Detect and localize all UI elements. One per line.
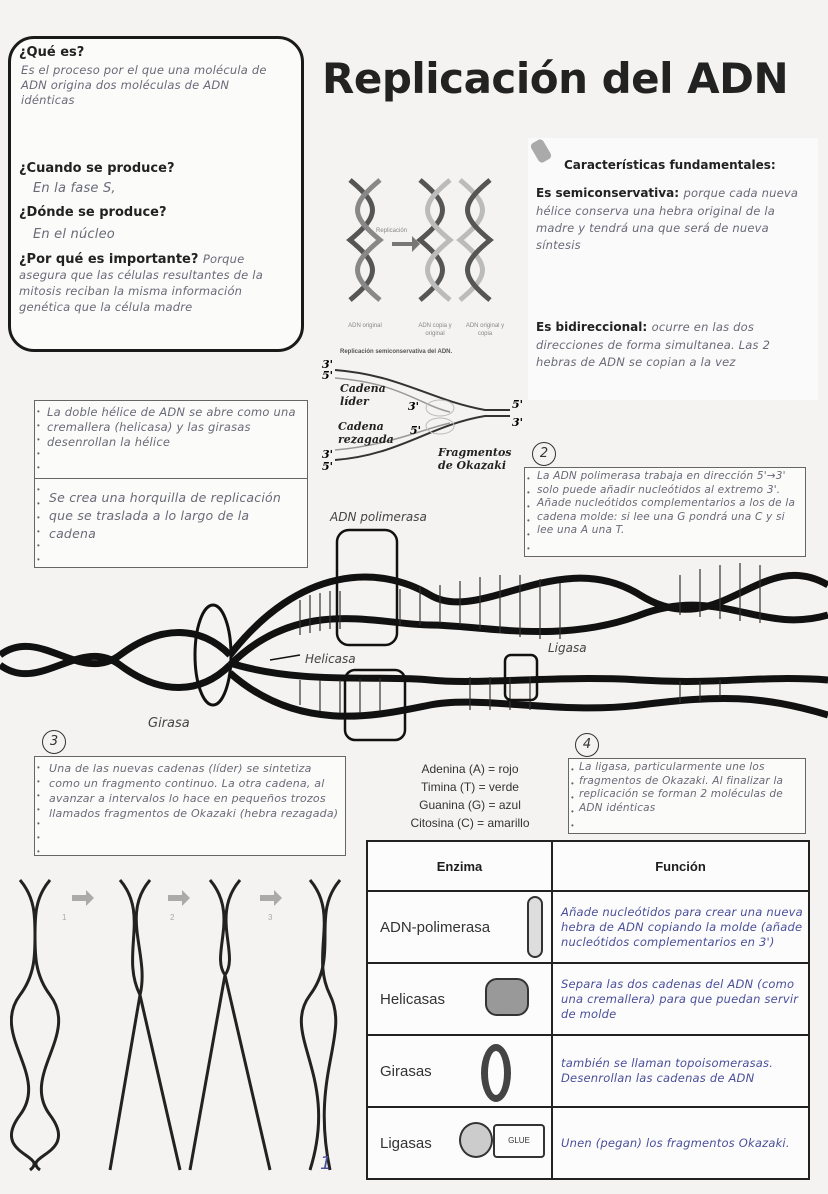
note-box-1b: • • • • • • Se crea una horquilla de replicación que se traslada a lo largo de la cadena bbox=[34, 478, 308, 568]
polimerasa-character-icon bbox=[527, 896, 543, 958]
characteristic-text: porque cada nueva hélice conserva una hebra original de la madre y tendrá una que será de nueva síntesis bbox=[536, 186, 799, 252]
page-title: Replicación del ADN bbox=[322, 54, 789, 103]
answer-where: En el núcleo bbox=[33, 227, 115, 242]
enzyme-label: ADN-polimerasa bbox=[380, 918, 491, 936]
arrow-icon bbox=[260, 890, 282, 906]
enzyme-label: Helicasas bbox=[380, 990, 446, 1008]
question-bubble bbox=[8, 36, 304, 352]
leading-strand-label: Cadena líder bbox=[340, 382, 386, 408]
enzyme-table bbox=[366, 840, 810, 1180]
enzyme-name bbox=[367, 963, 552, 1035]
lagging-strand-label: Cadena rezagada bbox=[338, 420, 394, 446]
prime-label: 3' bbox=[408, 400, 420, 413]
question-what: ¿Qué es? bbox=[19, 45, 85, 60]
prime-label: 3' bbox=[512, 416, 524, 429]
table-row bbox=[367, 1035, 809, 1107]
table-row bbox=[367, 963, 809, 1035]
note-text: La doble hélice de ADN se abre como una cremallera (helicasa) y las girasas desenrollan la hélice bbox=[47, 405, 296, 449]
legend-item: Citosina (C) = amarillo bbox=[410, 816, 530, 830]
enzyme-label: Ligasas bbox=[380, 1134, 432, 1152]
table-row bbox=[367, 891, 809, 963]
prime-label: 3' bbox=[322, 358, 334, 371]
page-number: 1 bbox=[320, 1153, 332, 1174]
prime-label: 5' bbox=[322, 369, 334, 382]
step-number: 4 bbox=[575, 733, 599, 757]
enzyme-function: Añade nucleótidos para crear una nueva hebra de ADN copiando la molde (añade nucleótidos complementarios en 3') bbox=[552, 891, 809, 963]
helicasa-character-icon bbox=[485, 978, 529, 1016]
characteristic-text: ocurre en las dos direcciones de forma simultanea. Las 2 hebras de ADN se copian a la vez bbox=[536, 320, 771, 369]
polimerasa-shape bbox=[337, 530, 397, 645]
characteristic-item bbox=[536, 318, 806, 370]
label-original: ADN original bbox=[348, 323, 382, 329]
prime-label: 5' bbox=[512, 398, 524, 411]
importance bbox=[19, 251, 291, 315]
table-header-row bbox=[367, 841, 809, 891]
label-copy-original: ADN copia y original bbox=[418, 323, 452, 337]
glue-icon: GLUE bbox=[493, 1124, 545, 1158]
enzyme-function: Separa las dos cadenas del ADN (como una cremallera) para que puedan servir de molde bbox=[552, 963, 809, 1035]
enzyme-name bbox=[367, 1107, 552, 1179]
arrow-icon bbox=[392, 236, 420, 252]
okazaki-label: Fragmentos de Okazaki bbox=[438, 446, 512, 472]
base-color-legend bbox=[390, 760, 550, 832]
enzyme-name bbox=[367, 1035, 552, 1107]
header-enzyme: Enzima bbox=[367, 841, 552, 891]
characteristics-card bbox=[528, 138, 818, 400]
girasa-character-icon bbox=[481, 1044, 511, 1102]
note-box-3: • • • • • • • Una de las nuevas cadenas (líder) se sintetiza como un fragmento continuo. La otra cadena, al avanzar a intervalos lo hace en pequeños trozos llamados fragmentos de Okazaki (hebra rezagada) bbox=[34, 756, 346, 856]
enzyme-name bbox=[367, 891, 552, 963]
question-importance: ¿Por qué es importante? bbox=[19, 252, 199, 267]
question-where: ¿Dónde se produce? bbox=[19, 205, 167, 220]
answer-importance: Porque asegura que las células resultantes de la mitosis reciban la misma información genética que la célula madre bbox=[19, 252, 263, 314]
enzyme-label: Girasas bbox=[380, 1062, 432, 1080]
replication-fork-illustration bbox=[0, 505, 828, 745]
prime-label: 3' bbox=[322, 448, 334, 461]
diagram-caption: Replicación semiconservativa del ADN. bbox=[340, 349, 453, 355]
ligasa-label: Ligasa bbox=[548, 641, 587, 655]
arrow-icon bbox=[72, 890, 94, 906]
note-text: Se crea una horquilla de replicación que se traslada a lo largo de la cadena bbox=[49, 490, 281, 541]
characteristic-label: Es bidireccional: bbox=[536, 320, 648, 334]
legend-item: Timina (T) = verde bbox=[421, 780, 519, 794]
ligasa-character-icon bbox=[459, 1122, 493, 1158]
arrow-icon bbox=[168, 890, 190, 906]
replication-steps-illustration bbox=[10, 875, 360, 1175]
step-number: 2 bbox=[532, 442, 556, 466]
characteristic-item bbox=[536, 184, 806, 253]
characteristic-label: Es semiconservativa: bbox=[536, 186, 680, 200]
characteristics-heading: Características fundamentales: bbox=[564, 158, 776, 172]
enzyme-function: también se llaman topoisomerasas. Desenrollan las cadenas de ADN bbox=[552, 1035, 809, 1107]
step-label: 1 bbox=[62, 913, 67, 922]
note-box-2: • • • • • • La ADN polimerasa trabaja en dirección 5'→3' solo puede añadir nucleótidos al extremo 3'. Añade nucleótidos complementarios a los de la cadena molde: si lee una G pondrá una C y si lee una A una T. bbox=[524, 467, 806, 557]
table-row bbox=[367, 1107, 809, 1179]
replication-arrow-label: Replicación bbox=[376, 228, 408, 234]
header-function: Función bbox=[552, 841, 809, 891]
answer-when: En la fase S, bbox=[33, 181, 116, 196]
step-label: 2 bbox=[170, 913, 175, 922]
pushpin-icon bbox=[529, 138, 552, 164]
label-original-copy: ADN original y copia bbox=[465, 323, 505, 337]
polimerasa-label: ADN polimerasa bbox=[330, 510, 427, 524]
note-text: La ligasa, particularmente une los fragmentos de Okazaki. Al finalizar la replicación se forman 2 moléculas de ADN idénticas bbox=[579, 761, 784, 814]
note-text: La ADN polimerasa trabaja en dirección 5'→3' solo puede añadir nucleótidos al extremo 3'. Añade nucleótidos complementarios a los de la cadena molde: si lee una G pondrá una C y si lee una A una T. bbox=[537, 470, 796, 536]
legend-item: Adenina (A) = rojo bbox=[421, 762, 519, 776]
note-box-1: • • • • • La doble hélice de ADN se abre como una cremallera (helicasa) y las girasas desenrollan la hélice bbox=[34, 400, 308, 480]
step-number: 3 bbox=[42, 730, 66, 754]
replication-fork-diagram bbox=[320, 350, 525, 485]
enzyme-function: Unen (pegan) los fragmentos Okazaki. bbox=[552, 1107, 809, 1179]
semiconservative-diagram bbox=[330, 170, 520, 360]
question-when: ¿Cuando se produce? bbox=[19, 161, 175, 176]
answer-what: Es el proceso por el que una molécula de ADN origina dos moléculas de ADN idénticas bbox=[21, 63, 267, 107]
girasa-label: Girasa bbox=[148, 716, 190, 731]
prime-label: 5' bbox=[322, 460, 334, 473]
arrow-icons bbox=[72, 890, 282, 906]
note-box-4: • • • • • La ligasa, particularmente une los fragmentos de Okazaki. Al finalizar la replicación se forman 2 moléculas de ADN idénticas bbox=[568, 758, 806, 834]
note-text: Una de las nuevas cadenas (líder) se sintetiza como un fragmento continuo. La otra cadena, al avanzar a intervalos lo hace en pequeños trozos llamados fragmentos de Okazaki (hebra rezagada) bbox=[49, 762, 339, 820]
prime-label: 5' bbox=[410, 424, 422, 437]
legend-item: Guanina (G) = azul bbox=[419, 798, 521, 812]
step-label: 3 bbox=[268, 913, 273, 922]
helicasa-label: Helicasa bbox=[305, 652, 356, 666]
